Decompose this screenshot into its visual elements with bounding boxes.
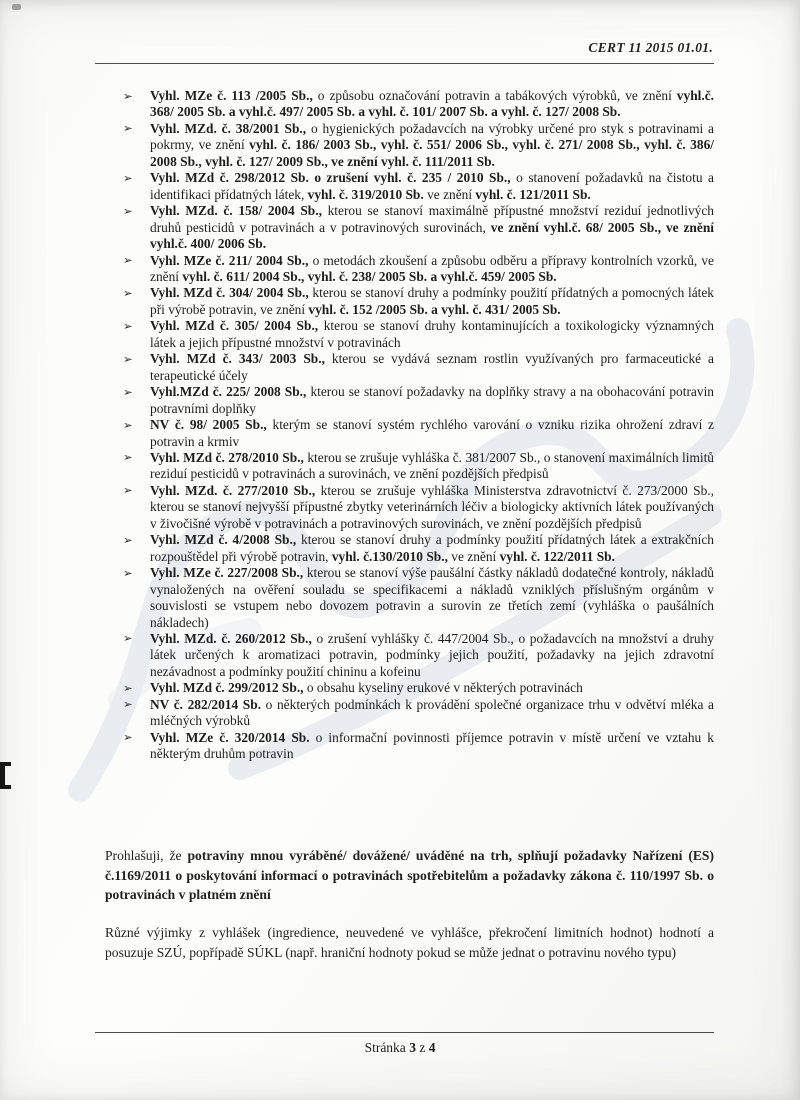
text-run: kterou se stanoví druhy a podmínky použití přídatných látek a extrakčních rozpouštědel při výrobě potravin, bbox=[150, 532, 714, 564]
text-run: vyhl. č. 121/2011 Sb. bbox=[475, 186, 591, 202]
exceptions-paragraph bbox=[105, 923, 714, 962]
text-run: Vyhl. MZd. č. 38/2001 Sb., bbox=[150, 120, 307, 136]
text-run: NV č. 282/2014 Sb. bbox=[150, 696, 262, 712]
list-item bbox=[122, 88, 714, 121]
text-run: vyhl. č.130/2010 Sb., bbox=[331, 548, 448, 564]
list-item-text bbox=[150, 697, 714, 728]
text-run: o stanovení požadavků na čistotu a identifikaci přídatných látek, bbox=[150, 170, 714, 202]
list-item bbox=[122, 253, 714, 286]
list-item bbox=[122, 697, 714, 730]
text-run: kterým se stanoví systém rychlého varování o vzniku rizika ohrožení zdraví z potravin a krmiv bbox=[150, 417, 715, 449]
text-run: vyhl. č. 152 /2005 Sb. a vyhl. č. 431/ 2005 Sb. bbox=[308, 301, 561, 317]
text-run: 4 bbox=[428, 1040, 436, 1055]
text-run: o některých podmínkách k provádění společné organizace trhu v odvětví mléka a mléčných výrobků bbox=[150, 696, 714, 729]
arrow-bullet-icon: ➢ bbox=[123, 485, 133, 498]
text-run: kterou se stanoví druhy a podmínky použití přídatných a pomocných látek při výrobě potravin, ve znění bbox=[150, 285, 715, 317]
declaration-paragraph bbox=[105, 846, 714, 905]
list-item-text bbox=[150, 450, 714, 481]
text-run: kterou se vydává seznam rostlin využívaných pro farmaceutické a terapeutické účely bbox=[150, 351, 715, 383]
list-item-text bbox=[150, 532, 714, 563]
arrow-bullet-icon: ➢ bbox=[123, 320, 133, 333]
arrow-bullet-icon: ➢ bbox=[123, 386, 133, 399]
text-run: kterou se stanoví maximálně přípustné množství reziduí jednotlivých druhů pesticidů v potravinách a v potravinových surovinách, bbox=[150, 203, 714, 235]
list-item-text bbox=[150, 203, 714, 251]
text-run: kterou se zrušuje vyhláška č. 381/2007 Sb., o stanovení maximálních limitů reziduí pesticidů v potravinách a surovinách, ve znění pozdějších předpisů bbox=[150, 449, 715, 482]
scan-speck bbox=[12, 4, 21, 10]
arrow-bullet-icon: ➢ bbox=[123, 255, 133, 268]
text-run: o informační povinnosti příjemce potravin v místě určení ve vztahu k některým druhům potravin bbox=[150, 729, 714, 762]
text-run: Vyhl. MZd č. 299/2012 Sb., bbox=[150, 680, 304, 696]
arrow-bullet-icon: ➢ bbox=[123, 172, 133, 185]
arrow-bullet-icon: ➢ bbox=[123, 90, 133, 103]
arrow-bullet-icon: ➢ bbox=[123, 452, 133, 465]
text-run: Vyhl. MZd. č. 260/2012 Sb., bbox=[150, 630, 312, 646]
list-item-text bbox=[150, 417, 714, 448]
footer-rule bbox=[95, 1032, 714, 1033]
text-run: vyhl. č. 611/ 2004 Sb., vyhl. č. 238/ 2005 Sb. a vyhl.č. 459/ 2005 Sb. bbox=[182, 268, 557, 284]
list-item-text bbox=[150, 565, 714, 629]
text-run: vyhl. č. 319/2010 Sb. bbox=[307, 186, 424, 202]
text-run: o metodách zkoušení a způsobu odběru a přípravy kontrolních vzorků, ve znění bbox=[150, 252, 714, 284]
list-item bbox=[122, 170, 714, 203]
list-item bbox=[122, 121, 714, 170]
text-run: kterou se stanoví druhy kontaminujících a toxikologicky významných látek a jejich přípustné množství v potravinách bbox=[150, 318, 714, 350]
text-run: Vyhl. MZd č. 4/2008 Sb., bbox=[150, 532, 297, 548]
text-run: o zrušení vyhlášky č. 447/2004 Sb., o požadavcích na množství a druhy látek určených k aromatizaci potravin, podmínky jejich použití, požadavky na jejich zdravotní nezávadnost a podmínky použití chininu a kofeinu bbox=[150, 630, 714, 679]
text-run: Stránka bbox=[364, 1040, 410, 1055]
text-run: ve znění bbox=[423, 186, 476, 202]
text-run: 3 bbox=[409, 1040, 416, 1055]
list-item bbox=[122, 351, 714, 384]
text-run: z bbox=[415, 1040, 429, 1055]
text-run: Vyhl. MZe č. 113 /2005 Sb., bbox=[150, 88, 313, 103]
arrow-bullet-icon: ➢ bbox=[123, 534, 133, 547]
arrow-bullet-icon: ➢ bbox=[123, 419, 133, 432]
arrow-bullet-icon: ➢ bbox=[123, 123, 133, 136]
text-run: Vyhl. MZd č. 298/2012 Sb. o zrušení vyhl. č. 235 / 2010 Sb., bbox=[150, 170, 511, 186]
text-run: o hygienických požadavcích na výrobky určené pro styk s potravinami a pokrmy, ve znění bbox=[150, 120, 714, 153]
list-item-text bbox=[150, 121, 714, 169]
text-run: Vyhl. MZe č. 320/2014 Sb. bbox=[150, 729, 310, 745]
text-run: o způsobu označování potravin a tabákových výrobků, ve znění bbox=[312, 88, 677, 103]
list-item bbox=[122, 565, 714, 631]
list-item bbox=[122, 483, 714, 532]
arrow-bullet-icon: ➢ bbox=[123, 732, 133, 745]
list-item bbox=[122, 285, 714, 318]
list-item bbox=[122, 384, 714, 417]
list-item-text bbox=[150, 730, 714, 761]
list-item-text bbox=[150, 285, 714, 316]
list-item bbox=[122, 631, 714, 680]
decree-list bbox=[122, 88, 714, 763]
text-run: Vyhl. MZd č. 343/ 2003 Sb., bbox=[150, 351, 325, 367]
arrow-bullet-icon: ➢ bbox=[123, 205, 133, 218]
list-item-text bbox=[150, 170, 714, 201]
text-run: Prohlašuji, že bbox=[105, 848, 188, 863]
list-item bbox=[122, 450, 714, 483]
list-item bbox=[122, 318, 714, 351]
list-item-text bbox=[150, 253, 714, 284]
arrow-bullet-icon: ➢ bbox=[123, 353, 133, 366]
text-run: o obsahu kyseliny erukové v některých potravinách bbox=[303, 680, 583, 696]
text-run: NV č. 98/ 2005 Sb., bbox=[150, 417, 267, 433]
list-item bbox=[122, 730, 714, 763]
arrow-bullet-icon: ➢ bbox=[123, 682, 133, 695]
text-run: vyhl. č. 122/2011 Sb. bbox=[499, 548, 615, 564]
list-item-text bbox=[150, 680, 583, 695]
text-run: Vyhl. MZd č. 305/ 2004 Sb., bbox=[150, 318, 319, 334]
text-run: kterou se stanoví výše paušální částky nákladů dodatečné kontroly, nákladů vynaložených na ověření souladu se specifikacemi a nákladů vzniklých příslušným orgánům v souvislosti se vstupem nebo dovozem potravin a surovin ze třetích zemí (vyhláška o paušálních nákladech) bbox=[150, 565, 714, 630]
text-run: Vyhl. MZd. č. 277/2010 Sb., bbox=[150, 482, 316, 498]
header-reference: CERT 11 2015 01.01. bbox=[588, 40, 713, 55]
text-run: Vyhl.MZd č. 225/ 2008 Sb., bbox=[150, 384, 307, 400]
arrow-bullet-icon: ➢ bbox=[123, 567, 133, 580]
list-item bbox=[122, 417, 714, 450]
text-run: Různé výjimky z vyhlášek (ingredience, neuvedené ve vyhlášce, překročení limitních hodnot) hodnotí a posuzuje SZÚ, popřípadě SÚKL (např. hraniční hodnoty pokud se může jednat o potravinu nového typu) bbox=[105, 925, 714, 960]
arrow-bullet-icon: ➢ bbox=[123, 699, 133, 712]
text-run: kterou se stanoví požadavky na doplňky stravy a na obohacování potravin potravními doplňky bbox=[150, 384, 714, 416]
page-number bbox=[365, 1040, 436, 1055]
list-item-text bbox=[150, 351, 714, 382]
list-item bbox=[122, 680, 714, 696]
page-footer bbox=[0, 1040, 800, 1056]
list-item-text bbox=[150, 88, 714, 119]
text-run: Vyhl. MZd. č. 158/ 2004 Sb., bbox=[150, 203, 322, 219]
list-item-text bbox=[150, 631, 714, 679]
text-run: kterou se zrušuje vyhláška Ministerstva zdravotnictví č. 273/2000 Sb., kterou se stanoví nejvyšší přípustné zbytky veterinárních léčiv a biologicky aktivních látek používaných v živočišné výrobě v potravinách a potravinových surovinách, ve znění pozdějších předpisů bbox=[150, 482, 714, 531]
text-run: ve znění bbox=[447, 548, 500, 564]
arrow-bullet-icon: ➢ bbox=[123, 633, 133, 646]
text-run: Vyhl. MZe č. 227/2008 Sb., bbox=[150, 565, 304, 581]
list-item bbox=[122, 203, 714, 252]
text-run: Vyhl. MZe č. 211/ 2004 Sb., bbox=[150, 252, 309, 268]
text-run: vyhl.č. 368/ 2005 Sb. a vyhl.č. 497/ 2005 Sb. a vyhl. č. 101/ 2007 Sb. a vyhl. č. 127/ 2008 Sb. bbox=[150, 88, 714, 120]
header-rule bbox=[95, 63, 714, 64]
list-item-text bbox=[150, 483, 714, 531]
text-run: Vyhl. MZd č. 304/ 2004 Sb., bbox=[150, 285, 309, 301]
list-item-text bbox=[150, 318, 714, 349]
list-item-text bbox=[150, 384, 714, 415]
text-run: ve znění vyhl.č. 68/ 2005 Sb., ve znění vyhl.č. 400/ 2006 Sb. bbox=[150, 219, 714, 252]
list-item bbox=[122, 532, 714, 565]
text-run: Vyhl. MZd č. 278/2010 Sb., bbox=[150, 449, 304, 465]
text-run: vyhl. č. 186/ 2003 Sb., vyhl. č. 551/ 2006 Sb., vyhl. č. 271/ 2008 Sb., vyhl. č. 386/ 2008 Sb., vyhl. č. 127/ 2009 Sb., ve znění vyhl. č. 111/2011 Sb. bbox=[150, 137, 714, 169]
text-run: potraviny mnou vyráběné/ dovážené/ uváděné na trh, splňují požadavky Nařízení (ES) č.1169/2011 o poskytování informací o potravinách spotřebitelům a požadavky zákona č. 110/1997 Sb. o potravinách v platném znění bbox=[105, 848, 714, 902]
arrow-bullet-icon: ➢ bbox=[123, 287, 133, 300]
scan-artifact bbox=[0, 762, 11, 789]
